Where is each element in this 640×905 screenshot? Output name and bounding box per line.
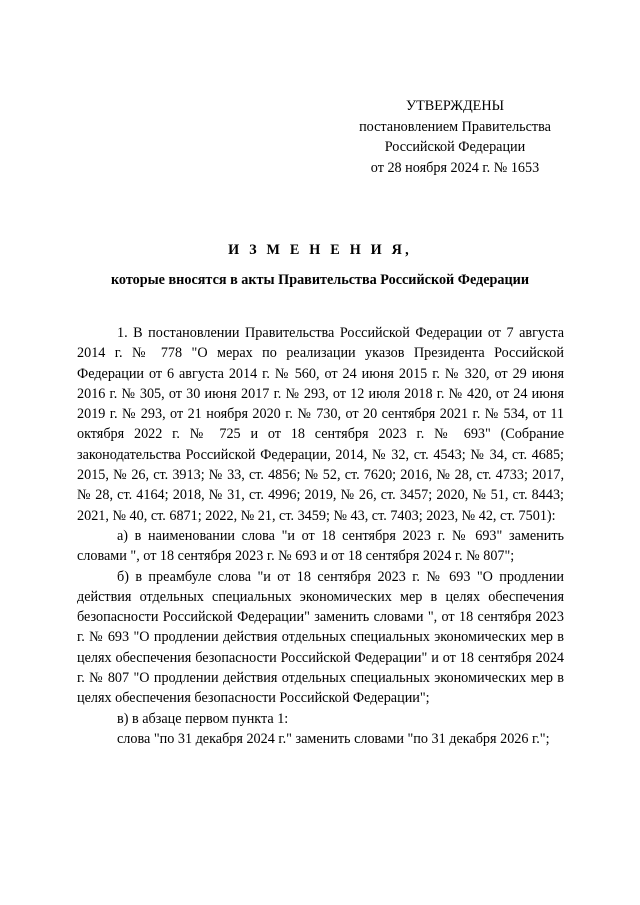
document-body: [77, 323, 564, 749]
approval-line-3: Российской Федерации: [384, 139, 526, 155]
approval-line-2: постановлением Правительства: [359, 118, 551, 135]
document-title: И З М Е Н Е Н И Я,: [228, 242, 412, 258]
document-subtitle: которые вносятся в акты Правительства Российской Федерации: [110, 272, 530, 288]
paragraph-1: 1. В постановлении Правительства Российской Федерации от 7 августа 2014 г. № 778 "О мерах по реализации указов Президента Российской Федерации от 6 августа 2014 г. № 560, от 24 июня 2015 г. № 320, от 29 июня 2016 г. № 305, от 30 июня 2017 г. № 293, от 12 июля 2018 г. № 420, от 24 июня 2019 г. № 293, от 21 ноября 2020 г. № 730, от 20 сентября 2021 г. № 534, от 11 октября 2022 г. № 725 и от 18 сентября 2023 г. № 693" (Собрание законодательства Российской Федерации, 2014, № 32, ст. 4543; № 34, ст. 4685; 2015, № 26, ст. 3913; № 33, ст. 4856; № 52, ст. 7620; 2016, № 28, ст. 4733; 2017, № 28, ст. 4164; 2018, № 31, ст. 4996; 2019, № 26, ст. 3457; 2020, № 51, ст. 8443; 2021, № 40, ст. 6871; 2022, № 21, ст. 3459; № 43, ст. 7403; 2023, № 42, ст. 7501):: [77, 325, 564, 524]
paragraph-3: б) в преамбуле слова "и от 18 сентября 2023 г. № 693 "О продлении действия отдельных специальных экономических мер в целях обеспечения безопасности Российской Федерации" заменить словами ", от 18 сентября 2023 г. № 693 "О продлении действия отдельных специальных экономических мер в целях обеспечения безопасности Российской Федерации" и от 18 сентября 2024 г. № 807 "О продлении действия отдельных специальных экономических мер в целях обеспечения безопасности Российской Федерации";: [77, 568, 564, 707]
approval-line-4: от 28 ноября 2024 г. № 1653: [370, 159, 540, 176]
paragraph-4: в) в абзаце первом пункта 1:: [117, 710, 289, 727]
document-heading: [0, 240, 640, 290]
approval-line-1: УТВЕРЖДЕНЫ: [406, 98, 504, 114]
paragraph-5: слова "по 31 декабря 2024 г." заменить словами "по 31 декабря 2026 г.";: [117, 730, 550, 747]
approval-stamp: [340, 96, 570, 178]
paragraph-2: а) в наименовании слова "и от 18 сентября 2023 г. № 693" заменить словами ", от 18 сентября 2023 г. № 693 и от 18 сентября 2024 г. № 807";: [77, 527, 564, 565]
